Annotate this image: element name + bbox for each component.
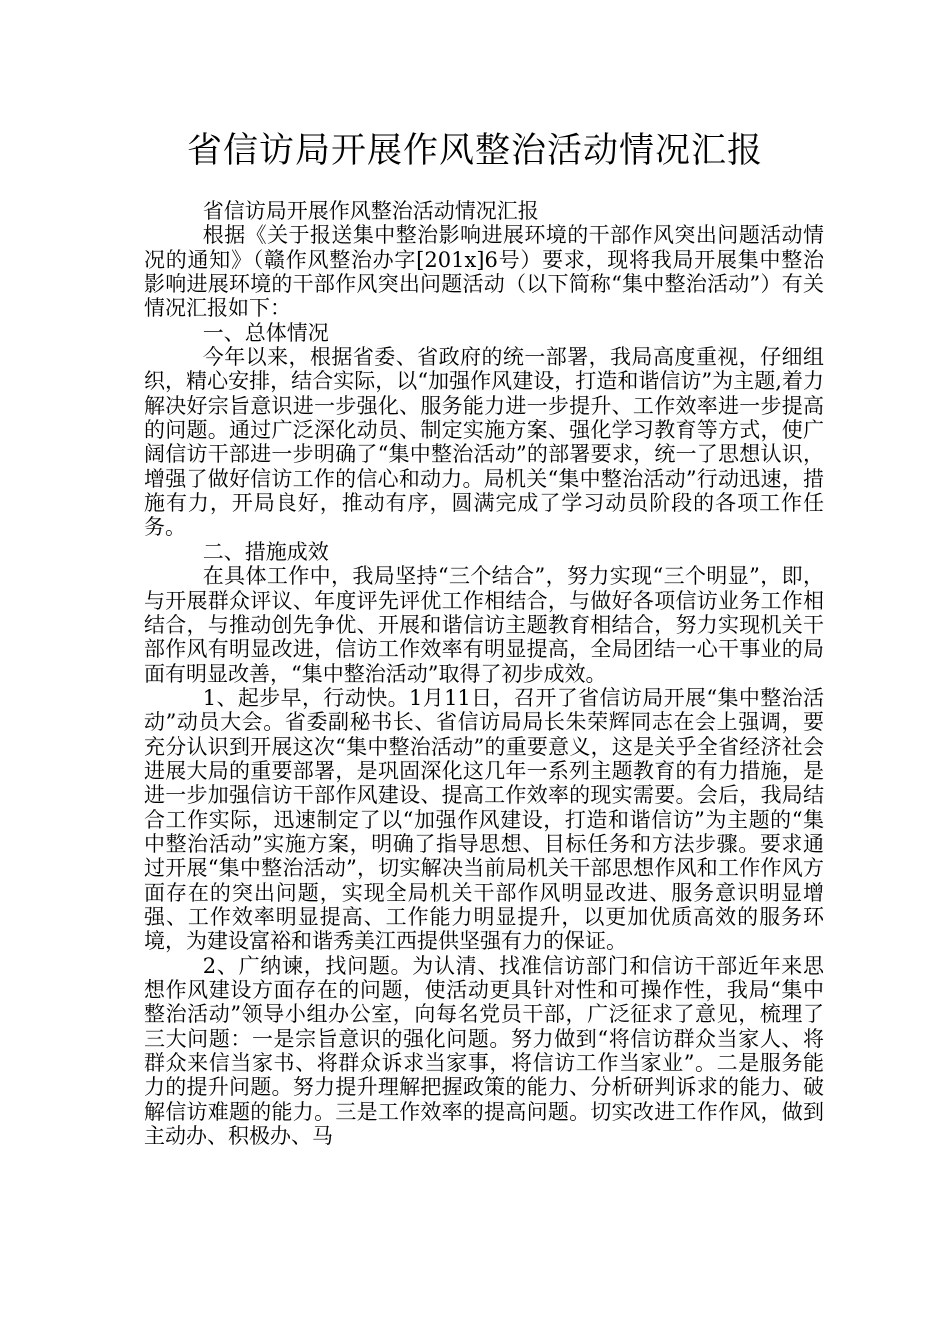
body-paragraph: 2、广纳谏，找问题。为认清、找准信访部门和信访干部近年来思想作风建设方面存在的问题，使活动更具针对性和可操作性，我局“集中整治活动”领导小组办公室，向每名党员干部，广泛征求了意见，梳理了三大问题：一是宗旨意识的强化问题。努力做到“将信访群众当家人、将群众来信当家书、将群众诉求当家事，将信访工作当家业”。二是服务能力的提升问题。努力提升理解把握政策的能力、分析研判诉求的能力、破解信访难题的能力。三是工作效率的提高问题。切实改进工作作风，做到主动办、积极办、马	[144, 953, 824, 1149]
document-body	[144, 199, 824, 1148]
body-paragraph: 1、起步早，行动快。1月11日，召开了省信访局开展“集中整治活动”动员大会。省委副秘书长、省信访局局长朱荣辉同志在会上强调，要充分认识到开展这次“集中整治活动”的重要意义，这是关乎全省经济社会进展大局的重要部署，是巩固深化这几年一系列主题教育的有力措施，是进一步加强信访干部作风建设、提高工作效率的现实需要。会后，我局结合工作实际，迅速制定了以“加强作风建设，打造和谐信访”为主题的“集中整治活动”实施方案，明确了指导思想、目标任务和方法步骤。要求通过开展“集中整治活动”，切实解决当前局机关干部思想作风和工作作风方面存在的突出问题，实现全局机关干部作风明显改进、服务意识明显增强、工作效率明显提高、工作能力明显提升，以更加优质高效的服务环境，为建设富裕和谐秀美江西提供坚强有力的保证。	[144, 685, 824, 954]
body-paragraph: 根据《关于报送集中整治影响进展环境的干部作风突出问题活动情况的通知》（赣作风整治办字[201x]6号）要求，现将我局开展集中整治影响进展环境的干部作风突出问题活动（以下简称“集中整治活动”）有关情况汇报如下：	[144, 223, 824, 321]
body-paragraph: 在具体工作中，我局坚持“三个结合”，努力实现“三个明显”，即，与开展群众评议、年度评先评优工作相结合，与做好各项信访业务工作相结合，与推动创先争优、开展和谐信访主题教育相结合，努力实现机关干部作风有明显改进，信访工作效率有明显提高，全局团结一心干事业的局面有明显改善，“集中整治活动”取得了初步成效。	[144, 564, 824, 686]
section-heading: 一、总体情况	[202, 320, 329, 345]
body-paragraph-subtitle: 省信访局开展作风整治活动情况汇报	[202, 199, 539, 223]
body-paragraph: 今年以来，根据省委、省政府的统一部署，我局高度重视，仔细组织，精心安排，结合实际，以“加强作风建设，打造和谐信访”为主题,着力解决好宗旨意识进一步强化、服务能力进一步提升、工作效率进一步提高的问题。通过广泛深化动员、制定实施方案、强化学习教育等方式，使广阔信访干部进一步明确了“集中整治活动”的部署要求，统一了思想认识，增强了做好信访工作的信心和动力。局机关“集中整治活动”行动迅速，措施有力，开局良好，推动有序，圆满完成了学习动员阶段的各项工作任务。	[144, 345, 824, 540]
document-title: 省信访局开展作风整治活动情况汇报	[186, 131, 763, 171]
section-heading: 二、措施成效	[202, 539, 329, 564]
